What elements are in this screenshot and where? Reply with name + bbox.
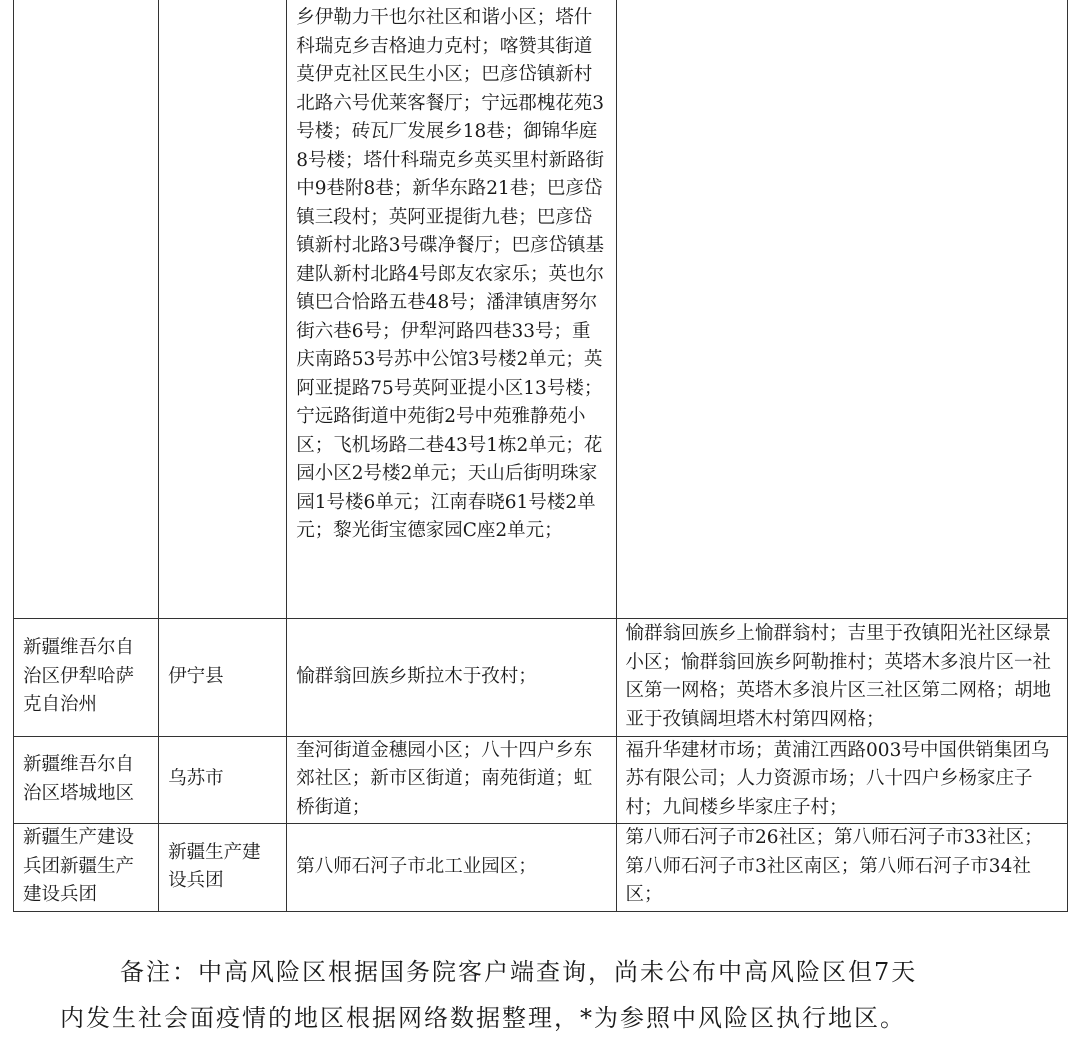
county-cell: 新疆生产建设兵团 [159,823,287,911]
risk-area-table [13,0,1068,912]
medium-risk-cell: 乡伊勒力干也尔社区和谐小区；塔什科瑞克乡吉格迪力克村；喀赞其街道莫伊克社区民生小区；巴彦岱镇新村北路六号优莱客餐厅；宁远郡槐花苑3号楼；砖瓦厂发展乡18巷；御锦华庭8号楼；塔什科瑞克乡英买里村新路街中9巷附8巷；新华东路21巷；巴彦岱镇三段村；英阿亚提街九巷；巴彦岱镇新村北路3号碟净餐厅；巴彦岱镇基建队新村北路4号郎友农家乐；英也尔镇巴合恰路五巷48号；潘津镇唐努尔街六巷6号；伊犁河路四巷33号；重庆南路53号苏中公馆3号楼2单元；英阿亚提路75号英阿亚提小区13号楼；宁远路街道中苑街2号中苑雅静苑小区；飞机场路二巷43号1栋2单元；花园小区2号楼2单元；天山后街明珠家园1号楼6单元；江南春晓61号楼2单元；黎光街宝德家园C座2单元； [287,0,616,618]
table-row [14,0,1068,618]
county-cell: 乌苏市 [159,736,287,823]
region-cell [14,0,159,618]
county-cell: 伊宁县 [159,618,287,736]
table-row [14,736,1068,823]
region-cell: 新疆维吾尔自治区塔城地区 [14,736,159,823]
table-row [14,618,1068,736]
other-area-cell: 福升华建材市场；黄浦江西路003号中国供销集团乌苏有限公司；人力资源市场；八十四户乡杨家庄子村；九间楼乡毕家庄子村； [616,736,1067,823]
table-row [14,823,1068,911]
note-line-1: 备注：中高风险区根据国务院客户端查询，尚未公布中高风险区但7天 [120,958,918,986]
other-area-cell [616,0,1067,618]
note-line-2: 内发生社会面疫情的地区根据网络数据整理，*为参照中风险区执行地区。 [60,1004,906,1032]
medium-risk-cell: 奎河街道金穗园小区；八十四户乡东郊社区；新市区街道；南苑街道；虹桥街道； [287,736,616,823]
medium-risk-cell: 愉群翁回族乡斯拉木于孜村； [287,618,616,736]
medium-risk-cell: 第八师石河子市北工业园区； [287,823,616,911]
county-cell [159,0,287,618]
other-area-cell: 第八师石河子市26社区；第八师石河子市33社区；第八师石河子市3社区南区；第八师石河子市34社区； [616,823,1067,911]
region-cell: 新疆生产建设兵团新疆生产建设兵团 [14,823,159,911]
other-area-cell: 愉群翁回族乡上愉群翁村；吉里于孜镇阳光社区绿景小区；愉群翁回族乡阿勒推村；英塔木多浪片区一社区第一网格；英塔木多浪片区三社区第二网格；胡地亚于孜镇阔坦塔木村第四网格； [616,618,1067,736]
region-cell: 新疆维吾尔自治区伊犁哈萨克自治州 [14,618,159,736]
